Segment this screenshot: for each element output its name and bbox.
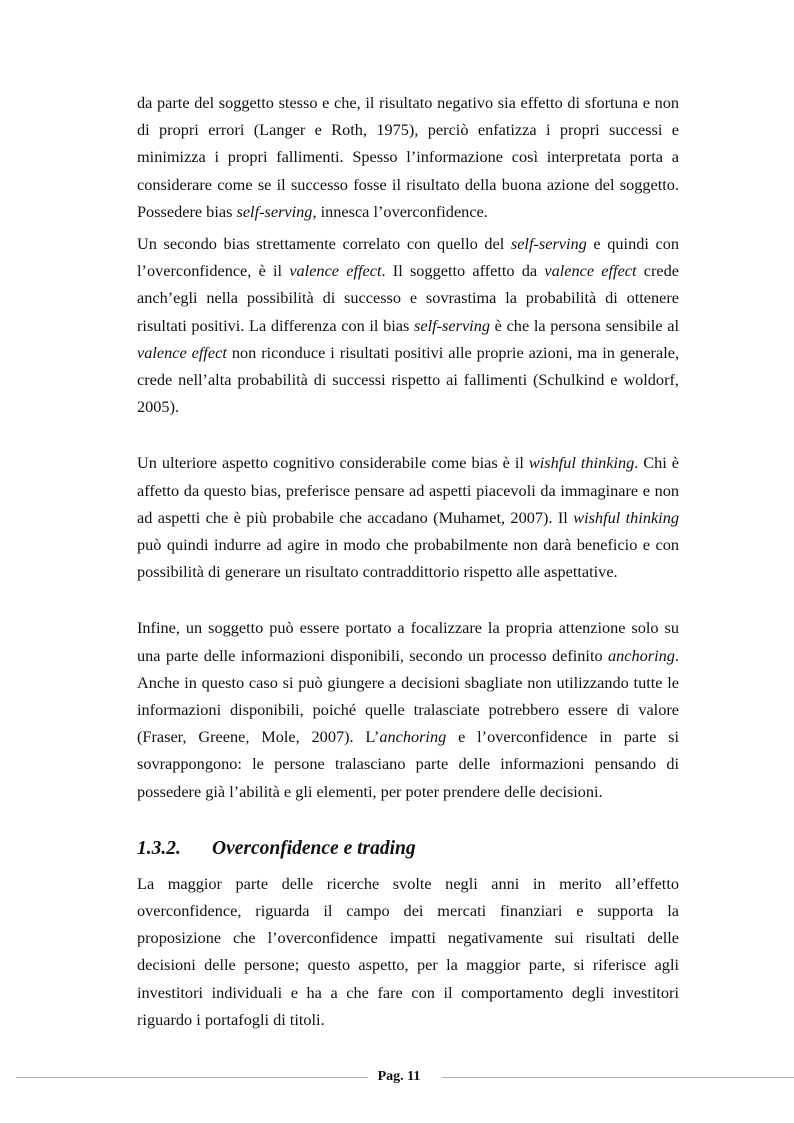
term-wishful-thinking: wishful thinking (528, 453, 635, 473)
footer-divider-left (16, 1077, 368, 1078)
term-valence-effect: valence effect (289, 261, 382, 281)
footer-divider-right (442, 1077, 794, 1078)
term-wishful-thinking: wishful thinking (573, 507, 679, 527)
term-valence-effect: valence effect (544, 261, 637, 281)
term-anchoring: anchoring (607, 645, 675, 665)
paragraph-self-serving: da parte del soggetto stesso e che, il risultato negativo sia effetto di sfortuna e non di propri errori (Langer e Roth, 1975), perciò enfatizza i propri successi e minimizza i propri fallimenti. Spesso l’informazione così interpretata porta a considerare come se il successo fosse il risultato della buona azione del soggetto. Possedere bias self-serving, innesca l’overconfidence. (137, 93, 679, 221)
paragraph-wishful-thinking: Un ulteriore aspetto cognitivo considerabile come bias è il wishful thinking. Chi è affetto da questo bias, preferisce pensare ad aspetti piacevoli da immaginare e non ad aspetti che è più probabile che accadano (Muhamet, 2007). Il wishful thinking può quindi indurre ad agire in modo che probabilmente non darà beneficio e con possibilità di generare un risultato contraddittorio rispetto alle aspettative. (137, 453, 679, 582)
section-title: Overconfidence e trading (212, 837, 416, 859)
term-self-serving: self-serving (510, 234, 587, 254)
term-self-serving: self-serving (236, 201, 313, 221)
term-anchoring: anchoring (379, 727, 447, 747)
paragraph-gap (137, 585, 679, 614)
section-heading (137, 836, 679, 862)
paragraph-anchoring: Infine, un soggetto può essere portato a focalizzare la propria attenzione solo su una parte delle informazioni disponibili, secondo un processo definito anchoring. Anche in questo caso si può giungere a decisioni sbagliate non utilizzando tutte le informazioni disponibili, poiché quelle tralasciate potrebbero essere di valore (Fraser, Greene, Mole, 2007). L’anchoring e l’overconfidence in parte si sovrappongono: le persone tralasciano parte delle informazioni pensando di possedere già l’abilità e gli elementi, per poter prendere delle decisioni. (137, 618, 679, 801)
paragraph-trading: La maggior parte delle ricerche svolte negli anni in merito all’effetto overconfidence, riguarda il campo dei mercati finanziari e supporta la proposizione che l’overconfidence impatti negativamente sui risultati delle decisioni delle persone; questo aspetto, per la maggior parte, si riferisce agli investitori individuali e ha a che fare con il comportamento degli investitori riguardo i portafogli di titoli. (137, 873, 679, 1029)
term-self-serving: self-serving (414, 315, 490, 335)
page-number: Pag. 11 (377, 1069, 421, 1084)
section-number: 1.3.2. (137, 837, 181, 859)
page-footer (16, 1066, 794, 1088)
paragraph-valence-effect: Un secondo bias strettamente correlato con quello del self-serving e quindi con l’overconfidence, è il valence effect. Il soggetto affetto da valence effect crede anch’egli nella possibilità di successo e sovrastima la probabilità di ottenere risultati positivi. La differenza con il bias self-serving è che la persona sensibile al valence effect non riconduce i risultati positivi alle proprie azioni, ma in generale, crede nell’alta probabilità di successi rispetto ai fallimenti (Schulkind e woldorf, 2005). (137, 234, 680, 417)
paragraph-gap (137, 420, 679, 449)
page-body (137, 89, 679, 1033)
term-valence-effect: valence effect (137, 342, 227, 362)
